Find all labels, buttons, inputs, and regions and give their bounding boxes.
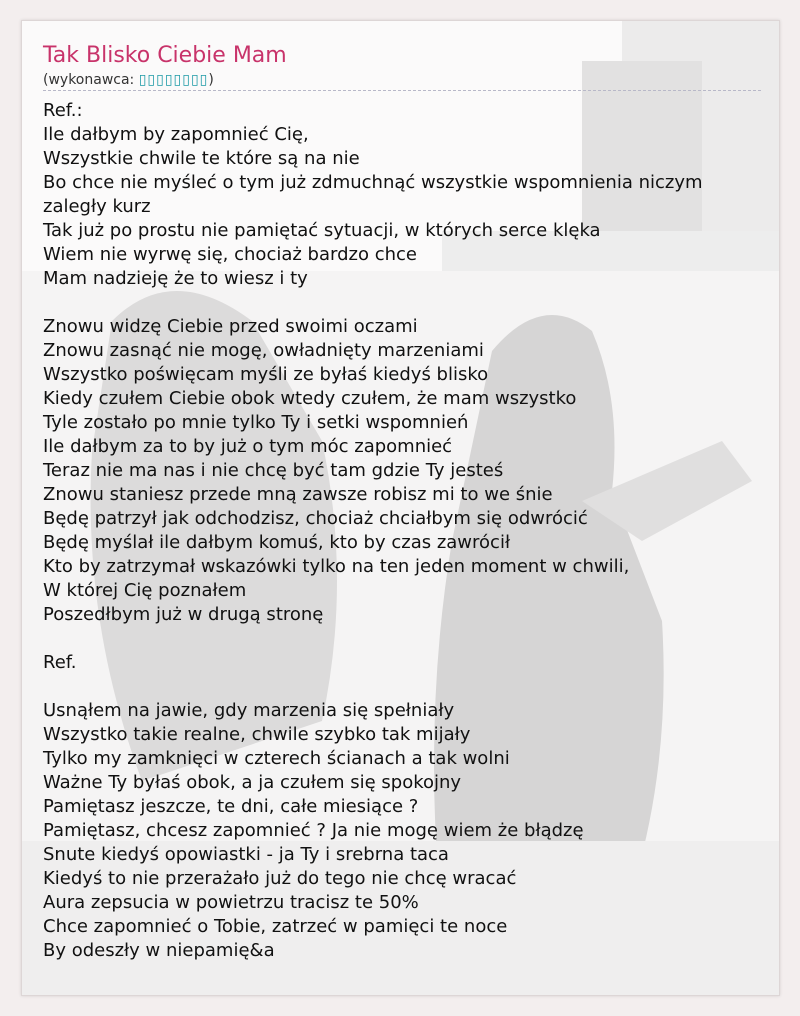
lyric-line: Będę patrzył jak odchodzisz, chociaż chciałbym się odwrócić [43, 508, 588, 529]
lyric-line [43, 675, 773, 699]
performer-line [43, 71, 773, 89]
lyric-line: Ważne Ty byłaś obok, a ja czułem się spokojny [43, 772, 462, 793]
lyric-line: Tylko my zamknięci w czterech ścianach a tak wolni [43, 748, 510, 769]
lyric-line: Tyle zostało po mnie tylko Ty i setki wspomnień [43, 412, 469, 433]
lyric-line: Kiedyś to nie przerażało już do tego nie chcę wracać [43, 868, 517, 889]
lyric-line: zaległy kurz [43, 196, 151, 217]
lyric-line: Bo chce nie myśleć o tym już zdmuchnąć wszystkie wspomnienia niczym [43, 172, 703, 193]
title-divider [43, 90, 761, 91]
lyric-line: Snute kiedyś opowiastki - ja Ty i srebrna taca [43, 844, 449, 865]
lyric-line: Ile dałbym za to by już o tym móc zapomnieć [43, 436, 453, 457]
lyrics-card [21, 20, 780, 996]
lyric-line: Tak już po prostu nie pamiętać sytuacji, w których serce klęka [43, 220, 601, 241]
lyrics-content [43, 41, 773, 963]
lyric-line: Znowu zasnąć nie mogę, owładnięty marzeniami [43, 340, 484, 361]
lyric-line: Znowu widzę Ciebie przed swoimi oczami [43, 316, 418, 337]
lyric-line: Wszystko poświęcam myśli ze byłaś kiedyś blisko [43, 364, 489, 385]
lyric-line: Wiem nie wyrwę się, chociaż bardzo chce [43, 244, 417, 265]
lyric-line: Pamiętasz, chcesz zapomnieć ? Ja nie mogę wiem że błądzę [43, 820, 584, 841]
lyrics-text [43, 99, 773, 963]
lyric-line: Ile dałbym by zapomnieć Cię, [43, 124, 309, 145]
song-title: Tak Blisko Ciebie Mam [43, 43, 287, 68]
lyric-line: Usnąłem na jawie, gdy marzenia się spełniały [43, 700, 455, 721]
lyric-line: Aura zepsucia w powietrzu tracisz te 50% [43, 892, 419, 913]
lyric-line: Pamiętasz jeszcze, te dni, całe miesiące ? [43, 796, 419, 817]
lyric-line [43, 291, 773, 315]
lyric-line: Kto by zatrzymał wskazówki tylko na ten jeden moment w chwili, [43, 556, 630, 577]
lyric-line: Znowu staniesz przede mną zawsze robisz mi to we śnie [43, 484, 553, 505]
lyric-line: Mam nadzieję że to wiesz i ty [43, 268, 308, 289]
lyric-line: Ref. [43, 652, 77, 673]
lyric-line: Teraz nie ma nas i nie chcę być tam gdzie Ty jesteś [43, 460, 504, 481]
lyric-line: By odeszły w niepamię&a [43, 940, 275, 961]
performer-prefix: (wykonawca: [43, 72, 139, 88]
lyric-line: Poszedłbym już w drugą stronę [43, 604, 324, 625]
lyric-line: W której Cię poznałem [43, 580, 247, 601]
lyric-line: Wszystkie chwile te które są na nie [43, 148, 360, 169]
lyric-line [43, 627, 773, 651]
performer-suffix: ) [208, 72, 214, 88]
lyric-line: Chce zapomnieć o Tobie, zatrzeć w pamięci te noce [43, 916, 508, 937]
performer-link[interactable]: ▯▯▯▯▯▯▯▯ [138, 72, 209, 88]
lyric-line: Kiedy czułem Ciebie obok wtedy czułem, że mam wszystko [43, 388, 577, 409]
lyric-line: Wszystko takie realne, chwile szybko tak mijały [43, 724, 471, 745]
lyric-line: Będę myślał ile dałbym komuś, kto by czas zawrócił [43, 532, 511, 553]
lyric-line: Ref.: [43, 100, 83, 121]
